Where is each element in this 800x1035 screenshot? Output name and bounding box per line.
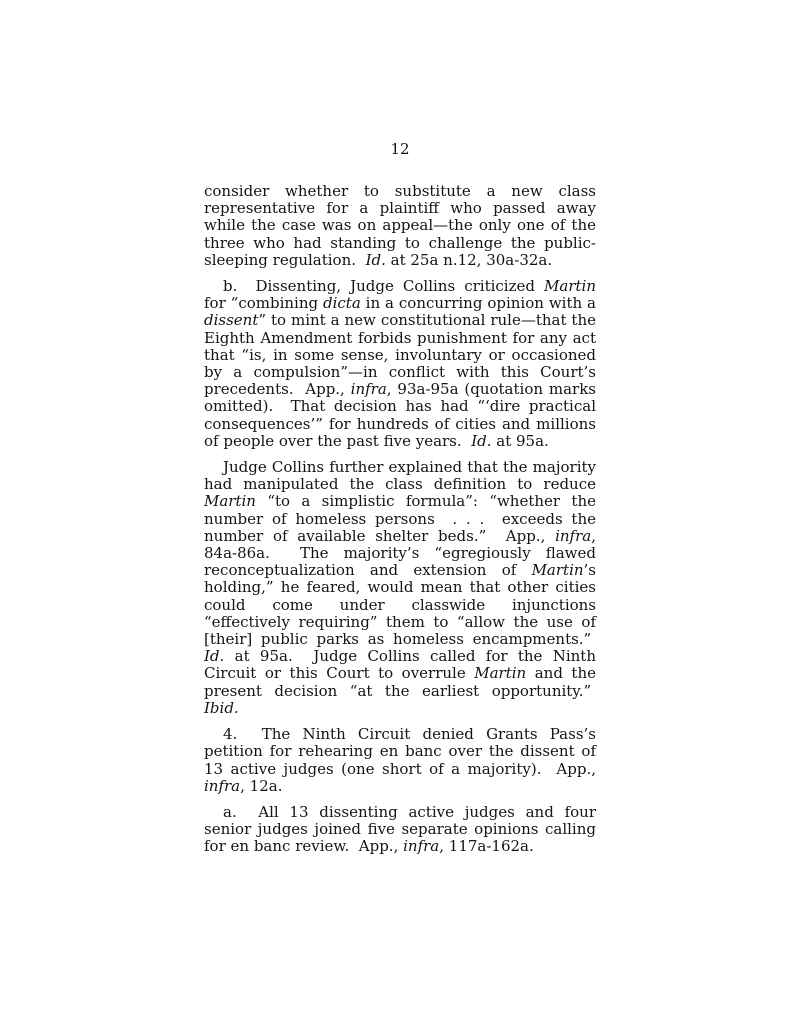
text-run: in a concurring opinion with a	[360, 294, 596, 313]
italic-text-run: Martin	[204, 492, 256, 511]
paragraph	[204, 278, 596, 450]
document-body	[204, 183, 596, 856]
text-run: , 12a.	[240, 776, 283, 795]
page-number: 12	[390, 140, 410, 158]
text-run: b. Dissenting, Judge Collins criticized	[223, 277, 545, 296]
italic-text-run: dicta	[323, 294, 361, 313]
paragraph	[204, 726, 596, 795]
italic-text-run: infra	[350, 380, 387, 399]
italic-text-run: dissent	[204, 311, 259, 330]
italic-text-run: Id.	[471, 431, 492, 450]
text-run: and the present decision “at the earliest opportunity.”	[204, 664, 597, 700]
text-run: , 117a-162a.	[439, 837, 534, 856]
italic-text-run: infra	[403, 837, 440, 856]
text-run: “to a simplistic formula”: “whether the number of homeless persons . . . exceeds the number of available shelter beds.” App.,	[204, 492, 596, 545]
text-run: a. All 13 dissenting active judges and four senior judges joined five separate opinions calling for en banc review. App.,	[204, 802, 596, 856]
italic-text-run: Martin	[474, 664, 527, 683]
text-run: at 95a. Judge Collins called for the Ninth Circuit or this Court to overrule	[204, 647, 596, 683]
italic-text-run: Ibid.	[204, 698, 239, 717]
italic-text-run: Martin	[544, 277, 596, 296]
text-run: for “combining	[204, 294, 323, 313]
text-run: Judge Collins further explained that the majority had manipulated the class definition to reduce	[204, 458, 596, 494]
italic-text-run: Id.	[204, 647, 225, 666]
paragraph	[204, 459, 596, 717]
italic-text-run: Id.	[365, 250, 386, 269]
text-run: , 93a-95a (quotation marks omitted). That decision has had “‘dire practical consequences’” for hundreds of cities and millions of people over the past five years.	[204, 380, 596, 450]
text-run: at 95a.	[491, 431, 549, 450]
italic-text-run: Martin	[531, 561, 584, 580]
italic-text-run: infra	[204, 776, 241, 795]
paragraph	[204, 183, 596, 269]
paragraph	[204, 804, 596, 856]
text-run: at 25a n.12, 30a-32a.	[385, 250, 553, 269]
text-run: 4. The Ninth Circuit denied Grants Pass’s petition for rehearing en banc over the dissent of 13 active judges (one short of a majority). App.,	[204, 725, 596, 778]
text-run: , 84a-86a. The majority’s “egregiously flawed reconceptualization and extension of	[204, 526, 596, 580]
text-run: ’s holding,” he feared, would mean that other cities could come under classwide injunctions “effectively requiring” them to “allow the use of [their] public parks as homeless encampments.”	[204, 561, 596, 649]
text-run: consider whether to substitute a new class representative for a plaintiff who passed away while the case was on appeal—the only one of the three who had standing to challenge the public-sleeping regulation.	[204, 182, 596, 269]
italic-text-run: infra	[555, 526, 592, 545]
text-run: ” to mint a new constitutional rule—that the Eighth Amendment forbids punishment for any act that “is, in some sense, involuntary or occasioned by a compulsion”—in conflict with this Court’s precedents. App.,	[204, 311, 596, 399]
